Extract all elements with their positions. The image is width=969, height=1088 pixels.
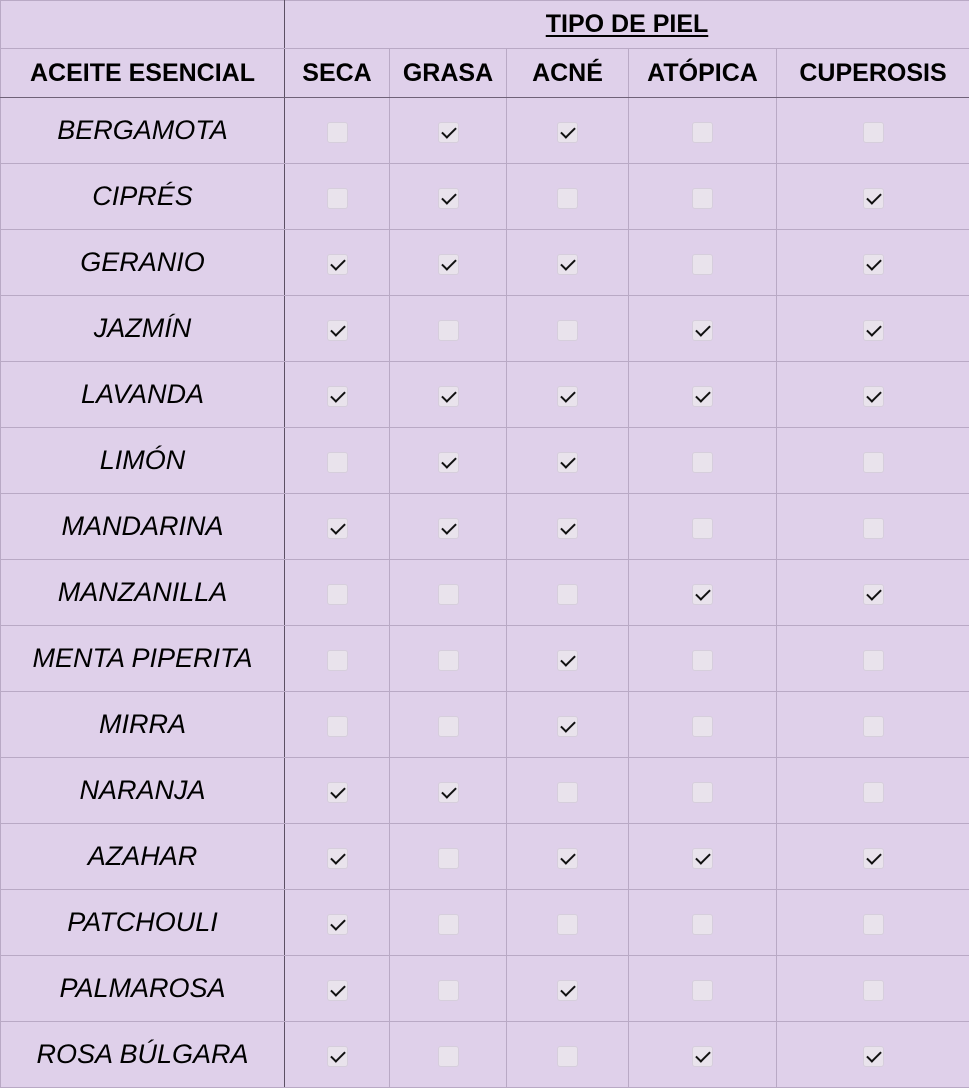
checked-checkbox-icon[interactable] — [327, 782, 348, 803]
checked-checkbox-icon[interactable] — [557, 386, 578, 407]
checked-checkbox-icon[interactable] — [327, 320, 348, 341]
unchecked-checkbox-icon[interactable] — [438, 1046, 459, 1067]
oil-column-header: ACEITE ESENCIAL — [1, 49, 285, 98]
checkbox-cell — [777, 362, 969, 428]
checked-checkbox-icon[interactable] — [327, 848, 348, 869]
checkbox-cell — [507, 98, 629, 164]
checkbox-cell — [629, 362, 777, 428]
unchecked-checkbox-icon[interactable] — [863, 716, 884, 737]
table-row — [1, 824, 969, 890]
unchecked-checkbox-icon[interactable] — [692, 452, 713, 473]
unchecked-checkbox-icon[interactable] — [692, 716, 713, 737]
checkbox-cell — [777, 758, 969, 824]
checkbox-cell — [777, 230, 969, 296]
column-header-row — [1, 49, 969, 98]
checked-checkbox-icon[interactable] — [327, 980, 348, 1001]
checkbox-cell — [507, 164, 629, 230]
checked-checkbox-icon[interactable] — [863, 320, 884, 341]
checkbox-cell — [777, 956, 969, 1022]
unchecked-checkbox-icon[interactable] — [557, 782, 578, 803]
unchecked-checkbox-icon[interactable] — [692, 914, 713, 935]
checkbox-cell — [777, 296, 969, 362]
checked-checkbox-icon[interactable] — [557, 650, 578, 671]
unchecked-checkbox-icon[interactable] — [863, 122, 884, 143]
checkbox-cell — [390, 164, 507, 230]
unchecked-checkbox-icon[interactable] — [438, 980, 459, 1001]
unchecked-checkbox-icon[interactable] — [692, 188, 713, 209]
table-row — [1, 230, 969, 296]
skin-type-header: ATÓPICA — [629, 49, 777, 98]
oil-name-cell: LAVANDA — [1, 362, 285, 428]
checked-checkbox-icon[interactable] — [692, 584, 713, 605]
checkbox-cell — [629, 758, 777, 824]
checked-checkbox-icon[interactable] — [692, 1046, 713, 1067]
checked-checkbox-icon[interactable] — [438, 254, 459, 275]
checkbox-cell — [390, 824, 507, 890]
oil-name-cell: CIPRÉS — [1, 164, 285, 230]
checked-checkbox-icon[interactable] — [557, 716, 578, 737]
checked-checkbox-icon[interactable] — [438, 452, 459, 473]
checked-checkbox-icon[interactable] — [863, 188, 884, 209]
checkbox-cell — [390, 1022, 507, 1088]
checkbox-cell — [507, 692, 629, 758]
checkbox-cell — [285, 758, 390, 824]
checkbox-cell — [285, 956, 390, 1022]
checkbox-cell — [629, 296, 777, 362]
checkbox-cell — [777, 626, 969, 692]
checked-checkbox-icon[interactable] — [863, 1046, 884, 1067]
table-row — [1, 164, 969, 230]
skin-type-header: CUPEROSIS — [777, 49, 969, 98]
checked-checkbox-icon[interactable] — [438, 122, 459, 143]
oil-name-cell: LIMÓN — [1, 428, 285, 494]
unchecked-checkbox-icon[interactable] — [438, 584, 459, 605]
checkbox-cell — [285, 560, 390, 626]
checked-checkbox-icon[interactable] — [438, 782, 459, 803]
unchecked-checkbox-icon[interactable] — [863, 914, 884, 935]
unchecked-checkbox-icon[interactable] — [557, 914, 578, 935]
checked-checkbox-icon[interactable] — [557, 980, 578, 1001]
skin-type-header: SECA — [285, 49, 390, 98]
unchecked-checkbox-icon[interactable] — [438, 914, 459, 935]
unchecked-checkbox-icon[interactable] — [438, 848, 459, 869]
checkbox-cell — [629, 98, 777, 164]
checkbox-cell — [629, 428, 777, 494]
checkbox-cell — [390, 428, 507, 494]
checkbox-cell — [777, 890, 969, 956]
unchecked-checkbox-icon[interactable] — [692, 518, 713, 539]
checkbox-cell — [285, 428, 390, 494]
checkbox-cell — [629, 956, 777, 1022]
checkbox-cell — [777, 164, 969, 230]
checkbox-cell — [629, 1022, 777, 1088]
oil-name-cell: PATCHOULI — [1, 890, 285, 956]
checked-checkbox-icon[interactable] — [327, 1046, 348, 1067]
oil-name-cell: ROSA BÚLGARA — [1, 1022, 285, 1088]
table-row — [1, 296, 969, 362]
checkbox-cell — [507, 296, 629, 362]
unchecked-checkbox-icon[interactable] — [327, 716, 348, 737]
checked-checkbox-icon[interactable] — [557, 848, 578, 869]
checked-checkbox-icon[interactable] — [327, 518, 348, 539]
checked-checkbox-icon[interactable] — [438, 188, 459, 209]
checkbox-cell — [390, 692, 507, 758]
oil-name-cell: MANDARINA — [1, 494, 285, 560]
checked-checkbox-icon[interactable] — [557, 254, 578, 275]
table-row — [1, 626, 969, 692]
checkbox-cell — [285, 230, 390, 296]
unchecked-checkbox-icon[interactable] — [438, 320, 459, 341]
checked-checkbox-icon[interactable] — [863, 254, 884, 275]
oil-name-cell: NARANJA — [1, 758, 285, 824]
checkbox-cell — [507, 230, 629, 296]
checkbox-cell — [285, 692, 390, 758]
checkbox-cell — [507, 956, 629, 1022]
checkbox-cell — [777, 824, 969, 890]
checkbox-cell — [285, 98, 390, 164]
checkbox-cell — [777, 692, 969, 758]
checked-checkbox-icon[interactable] — [327, 386, 348, 407]
checkbox-cell — [507, 758, 629, 824]
checkbox-cell — [629, 692, 777, 758]
skin-type-header: ACNÉ — [507, 49, 629, 98]
checkbox-cell — [629, 824, 777, 890]
skin-type-header: GRASA — [390, 49, 507, 98]
checkbox-cell — [629, 164, 777, 230]
oil-name-cell: PALMAROSA — [1, 956, 285, 1022]
checkbox-cell — [507, 1022, 629, 1088]
checkbox-cell — [390, 758, 507, 824]
checkbox-cell — [390, 230, 507, 296]
table-row — [1, 956, 969, 1022]
checked-checkbox-icon[interactable] — [692, 320, 713, 341]
checked-checkbox-icon[interactable] — [692, 386, 713, 407]
checked-checkbox-icon[interactable] — [557, 122, 578, 143]
checked-checkbox-icon[interactable] — [557, 452, 578, 473]
unchecked-checkbox-icon[interactable] — [557, 1046, 578, 1067]
checked-checkbox-icon[interactable] — [863, 584, 884, 605]
checkbox-cell — [285, 824, 390, 890]
table-row — [1, 692, 969, 758]
table-row — [1, 494, 969, 560]
checkbox-cell — [390, 362, 507, 428]
oil-name-cell: MANZANILLA — [1, 560, 285, 626]
table-row — [1, 1022, 969, 1088]
unchecked-checkbox-icon[interactable] — [438, 650, 459, 671]
unchecked-checkbox-icon[interactable] — [557, 584, 578, 605]
checked-checkbox-icon[interactable] — [327, 254, 348, 275]
checkbox-cell — [507, 494, 629, 560]
checkbox-cell — [285, 494, 390, 560]
oil-name-cell: JAZMÍN — [1, 296, 285, 362]
group-header-row — [1, 1, 969, 49]
checked-checkbox-icon[interactable] — [438, 518, 459, 539]
checkbox-cell — [390, 296, 507, 362]
unchecked-checkbox-icon[interactable] — [557, 320, 578, 341]
unchecked-checkbox-icon[interactable] — [327, 122, 348, 143]
checkbox-cell — [390, 494, 507, 560]
unchecked-checkbox-icon[interactable] — [327, 452, 348, 473]
checkbox-cell — [777, 428, 969, 494]
checkbox-cell — [285, 1022, 390, 1088]
checkbox-cell — [285, 890, 390, 956]
checked-checkbox-icon[interactable] — [327, 914, 348, 935]
checkbox-cell — [629, 230, 777, 296]
unchecked-checkbox-icon[interactable] — [692, 980, 713, 1001]
table-row — [1, 362, 969, 428]
unchecked-checkbox-icon[interactable] — [692, 254, 713, 275]
checkbox-cell — [507, 626, 629, 692]
checkbox-cell — [507, 362, 629, 428]
checkbox-cell — [390, 626, 507, 692]
checkbox-cell — [629, 560, 777, 626]
unchecked-checkbox-icon[interactable] — [863, 782, 884, 803]
checkbox-cell — [390, 98, 507, 164]
table-row — [1, 758, 969, 824]
checked-checkbox-icon[interactable] — [863, 848, 884, 869]
unchecked-checkbox-icon[interactable] — [863, 518, 884, 539]
unchecked-checkbox-icon[interactable] — [557, 188, 578, 209]
unchecked-checkbox-icon[interactable] — [863, 452, 884, 473]
unchecked-checkbox-icon[interactable] — [692, 650, 713, 671]
unchecked-checkbox-icon[interactable] — [863, 650, 884, 671]
checkbox-cell — [507, 890, 629, 956]
checkbox-cell — [507, 560, 629, 626]
oil-name-cell: GERANIO — [1, 230, 285, 296]
skin-type-group-title: TIPO DE PIEL — [285, 1, 969, 49]
unchecked-checkbox-icon[interactable] — [327, 188, 348, 209]
table-row — [1, 560, 969, 626]
unchecked-checkbox-icon[interactable] — [863, 980, 884, 1001]
checkbox-cell — [390, 890, 507, 956]
checked-checkbox-icon[interactable] — [557, 518, 578, 539]
table-row — [1, 890, 969, 956]
checked-checkbox-icon[interactable] — [863, 386, 884, 407]
unchecked-checkbox-icon[interactable] — [438, 716, 459, 737]
checkbox-cell — [629, 626, 777, 692]
checkbox-cell — [629, 494, 777, 560]
unchecked-checkbox-icon[interactable] — [327, 584, 348, 605]
checkbox-cell — [777, 560, 969, 626]
checkbox-cell — [777, 98, 969, 164]
checkbox-cell — [285, 626, 390, 692]
checkbox-cell — [390, 956, 507, 1022]
unchecked-checkbox-icon[interactable] — [692, 122, 713, 143]
checkbox-cell — [390, 560, 507, 626]
checkbox-cell — [285, 362, 390, 428]
checkbox-cell — [507, 428, 629, 494]
unchecked-checkbox-icon[interactable] — [327, 650, 348, 671]
oil-name-cell: MIRRA — [1, 692, 285, 758]
table-body — [1, 98, 969, 1088]
checkbox-cell — [507, 824, 629, 890]
empty-corner-cell — [1, 1, 285, 49]
checkbox-cell — [777, 1022, 969, 1088]
checkbox-cell — [777, 494, 969, 560]
table-row — [1, 98, 969, 164]
table-row — [1, 428, 969, 494]
checkbox-cell — [285, 164, 390, 230]
checked-checkbox-icon[interactable] — [438, 386, 459, 407]
oil-name-cell: AZAHAR — [1, 824, 285, 890]
checkbox-cell — [285, 296, 390, 362]
checkbox-cell — [629, 890, 777, 956]
unchecked-checkbox-icon[interactable] — [692, 782, 713, 803]
oil-name-cell: BERGAMOTA — [1, 98, 285, 164]
checked-checkbox-icon[interactable] — [692, 848, 713, 869]
oil-name-cell: MENTA PIPERITA — [1, 626, 285, 692]
